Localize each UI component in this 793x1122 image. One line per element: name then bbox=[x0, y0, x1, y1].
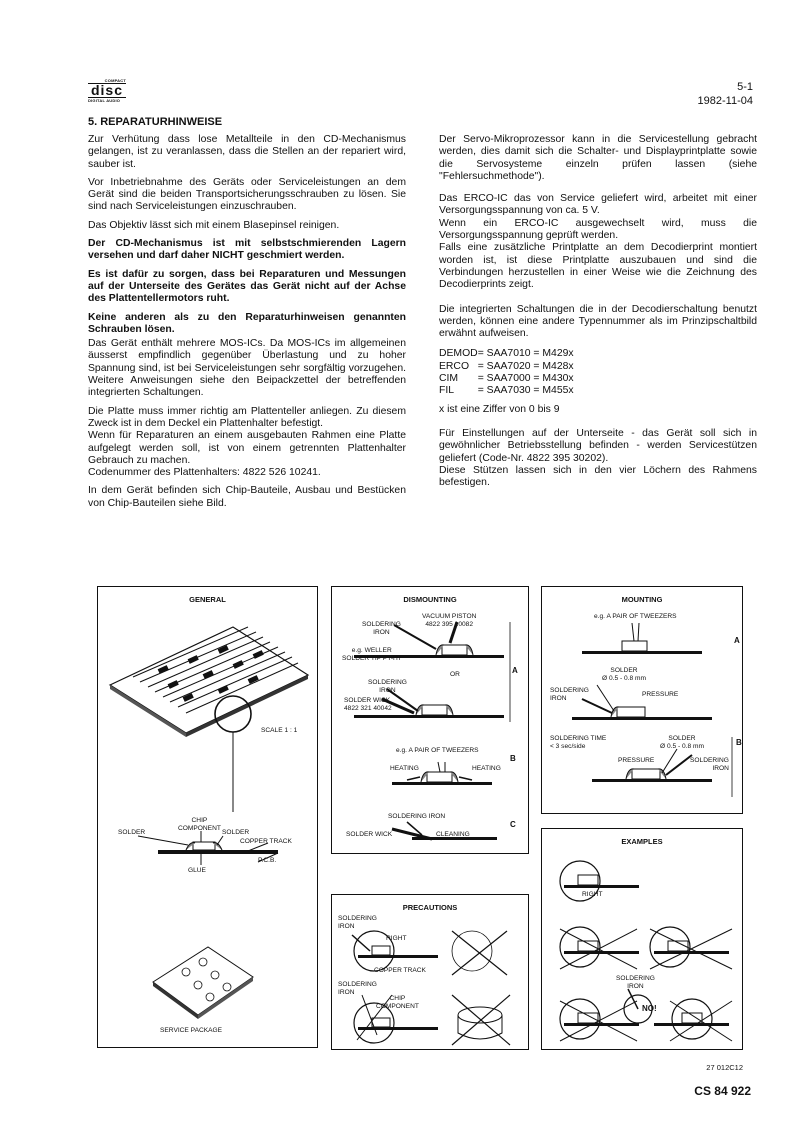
paragraph: Codenummer des Plattenhalters: 4822 526 10241. bbox=[88, 467, 321, 479]
paragraph: Zur Verhütung dass lose Metallteile in den CD-Mechanismus gelangen, ist zu veranlassen, dass die Stellen an der repariert wird, sauber ist. bbox=[88, 134, 406, 170]
figure-title: PRECAUTIONS bbox=[402, 903, 458, 912]
soldering-iron-label: SOLDERING IRON bbox=[338, 981, 377, 996]
solder-label: SOLDER Ø 0.5 - 0.8 mm bbox=[660, 735, 704, 750]
chip-label: CHIP COMPONENT bbox=[178, 817, 221, 832]
step-a-label: A bbox=[734, 636, 740, 645]
paragraph: In dem Gerät befinden sich Chip-Bauteile, Ausbau und Bestücken von Chip-Bauteilen siehe Bild. bbox=[88, 485, 406, 509]
solder-wick-label: SOLDER WICK bbox=[346, 831, 393, 838]
paragraph-bold: Es ist dafür zu sorgen, dass bei Reparaturen und Messungen auf der Unterseite des Gerätes das Gerät nicht auf der Achse des Plattentellermotors ruht. bbox=[88, 268, 406, 305]
page-number: 5-1 bbox=[737, 81, 753, 93]
paragraph: x ist eine Ziffer von 0 bis 9 bbox=[439, 403, 560, 415]
page-date: 1982-11-04 bbox=[697, 95, 753, 107]
ic-code-table bbox=[439, 348, 757, 397]
table-row: FIL = SAA7030 = M455x bbox=[439, 385, 574, 397]
or-label: OR bbox=[450, 671, 460, 678]
paragraph-bold: Keine anderen als zu den Reparaturhinweisen genannten Schrauben lösen. bbox=[88, 311, 406, 335]
soldering-time-label: SOLDERING TIME < 3 sec/side bbox=[550, 735, 607, 750]
copper-track-label: COPPER TRACK bbox=[240, 838, 292, 845]
copper-track-label: COPPER TRACK bbox=[374, 967, 426, 974]
soldering-iron-label: SOLDERING IRON bbox=[338, 915, 377, 930]
compact-disc-logo: COMPACT disc DIGITAL AUDIO bbox=[88, 78, 126, 103]
solder-right-label: SOLDER bbox=[222, 829, 250, 836]
paragraph-bold: Der CD-Mechanismus ist mit selbstschmierenden Lagern versehen und darf daher NICHT geschmiert werden. bbox=[88, 238, 406, 262]
solder-left-label: SOLDER bbox=[118, 829, 146, 836]
pcb-label: P.C.B. bbox=[258, 857, 277, 864]
step-b-label: B bbox=[736, 738, 742, 747]
heating-left-label: HEATING bbox=[390, 765, 419, 772]
paragraph: Vor Inbetriebnahme des Geräts oder Serviceleistungen an dem Gerät sind die beiden Transportsicherungsschrauben zu lösen. Sie sind nach Serviceleistungen einzuschrauben. bbox=[88, 176, 406, 213]
tweezers-label: e.g. A PAIR OF TWEEZERS bbox=[396, 747, 479, 754]
step-c-label: C bbox=[510, 820, 516, 829]
solder-label: SOLDER Ø 0.5 - 0.8 mm bbox=[602, 667, 646, 682]
text-column-right bbox=[439, 134, 757, 495]
figure-dismounting bbox=[331, 586, 529, 854]
examples-illustration bbox=[542, 829, 744, 1051]
paragraph: Das ERCO-IC das von Service geliefert wird, arbeitet mit einer Versorgungsspannung von ca. 5 V. bbox=[439, 193, 757, 217]
figure-title: EXAMPLES bbox=[621, 837, 663, 846]
chip-component-label: CHIP COMPONENT bbox=[376, 995, 419, 1010]
paragraph: Das Objektiv lässt sich mit einem Blasepinsel reinigen. bbox=[88, 219, 340, 231]
paragraph: Das Gerät enthält mehrere MOS-ICs. Da MOS-ICs im allgemeinen äusserst empfindlich gegenüber Überlastung und zu hoher Spannung sind, ist bei Serviceleistungen sehr sorgfältig vorzugehen. Weitere Anweisungen siehe den Beipackzettel der betreffenden integrierten Schaltungen. bbox=[88, 338, 406, 399]
section-heading: 5. REPARATURHINWEISE bbox=[88, 116, 223, 128]
paragraph: Für Einstellungen auf der Unterseite - das Gerät soll sich in gewöhnlicher Betriebsstellung befinden - werden Servicestützen geliefert (Code-Nr. 4822 395 30202). bbox=[439, 427, 757, 464]
paragraph: Der Servo-Mikroprozessor kann in die Servicestellung gebracht werden, dies damit sich die Schalter- und Displayprintplatte sowie die Servosysteme einzeln prüfen lassen (siehe "Fehlersuchmethode"). bbox=[439, 134, 757, 182]
weller-label: e.g. WELLER SOLDER TIP PT-H7 bbox=[342, 647, 402, 662]
figure-title: DISMOUNTING bbox=[403, 595, 457, 604]
figure-title: GENERAL bbox=[189, 595, 226, 604]
text-column-left bbox=[88, 134, 406, 516]
soldering-iron-label: SOLDERING IRON bbox=[550, 687, 589, 702]
scale-label: SCALE 1 : 1 bbox=[261, 727, 298, 734]
pressure-label: PRESSURE bbox=[642, 691, 679, 698]
paragraph: Die integrierten Schaltungen die in der Decodierschaltung benutzt werden, können eine andere Typennummer als im Prinzipschaltbild erwähnt aufweisen. bbox=[439, 303, 757, 340]
figure-title: MOUNTING bbox=[621, 595, 663, 604]
right-label: RIGHT bbox=[582, 891, 603, 898]
right-label: RIGHT bbox=[386, 935, 407, 942]
figure-general bbox=[97, 586, 318, 1048]
vacuum-piston-label: VACUUM PISTON 4822 395 10082 bbox=[422, 613, 477, 628]
step-b-label: B bbox=[510, 754, 516, 763]
no-label: NO! bbox=[642, 1004, 657, 1013]
paragraph: Wenn für Reparaturen an einem ausgebauten Rahmen eine Platte aufgelegt werden soll, ist von einem getrennten Plattenhalter Gebrauch zu machen. bbox=[88, 430, 406, 466]
solder-wick-label: SOLDER WICK 4822 321 40042 bbox=[344, 697, 392, 712]
soldering-iron-label: SOLDERING IRON bbox=[388, 813, 446, 820]
document-code: CS 84 922 bbox=[694, 1084, 751, 1098]
figure-precautions bbox=[331, 894, 529, 1050]
service-package-label: SERVICE PACKAGE bbox=[160, 1027, 223, 1034]
cleaning-label: CLEANING bbox=[436, 831, 470, 838]
figure-mounting bbox=[541, 586, 743, 814]
paragraph: Die Platte muss immer richtig am Plattenteller anliegen. Zu diesem Zweck ist in dem Deckel ein Plattenhalter befestigt. bbox=[88, 405, 406, 429]
soldering-iron-label: SOLDERING IRON bbox=[368, 679, 407, 694]
soldering-iron-label: SOLDERING IRON bbox=[690, 757, 729, 772]
figure-reference: 27 012C12 bbox=[706, 1063, 743, 1072]
step-a-label: A bbox=[512, 666, 518, 675]
page-number-block bbox=[698, 80, 753, 108]
paragraph: Wenn ein ERCO-IC ausgewechselt wird, muss die Versorgungsspannung geprüft werden. bbox=[439, 217, 757, 242]
figure-examples bbox=[541, 828, 743, 1050]
paragraph: Falls eine zusätzliche Printplatte an dem Decodierprint montiert worden ist, ist diese Printplatte auszubauen und sind die Verbindungen herzustellen in einer Weise wie die Zeichnung des Decodierprints zeigt. bbox=[439, 242, 757, 291]
heating-right-label: HEATING bbox=[472, 765, 501, 772]
glue-label: GLUE bbox=[188, 867, 206, 874]
table-row: ERCO = SAA7020 = M428x bbox=[439, 360, 574, 372]
pressure-label: PRESSURE bbox=[618, 757, 655, 764]
table-row: DEMOD = SAA7010 = M429x bbox=[439, 348, 574, 360]
tweezers-label: e.g. A PAIR OF TWEEZERS bbox=[594, 613, 677, 620]
paragraph: Diese Stützen lassen sich in den vier Löchern des Rahmens befestigen. bbox=[439, 464, 757, 489]
table-row: CIM = SAA7000 = M430x bbox=[439, 373, 574, 385]
soldering-iron-label: SOLDERING IRON bbox=[362, 621, 401, 636]
soldering-iron-label: SOLDERING IRON bbox=[616, 975, 655, 990]
